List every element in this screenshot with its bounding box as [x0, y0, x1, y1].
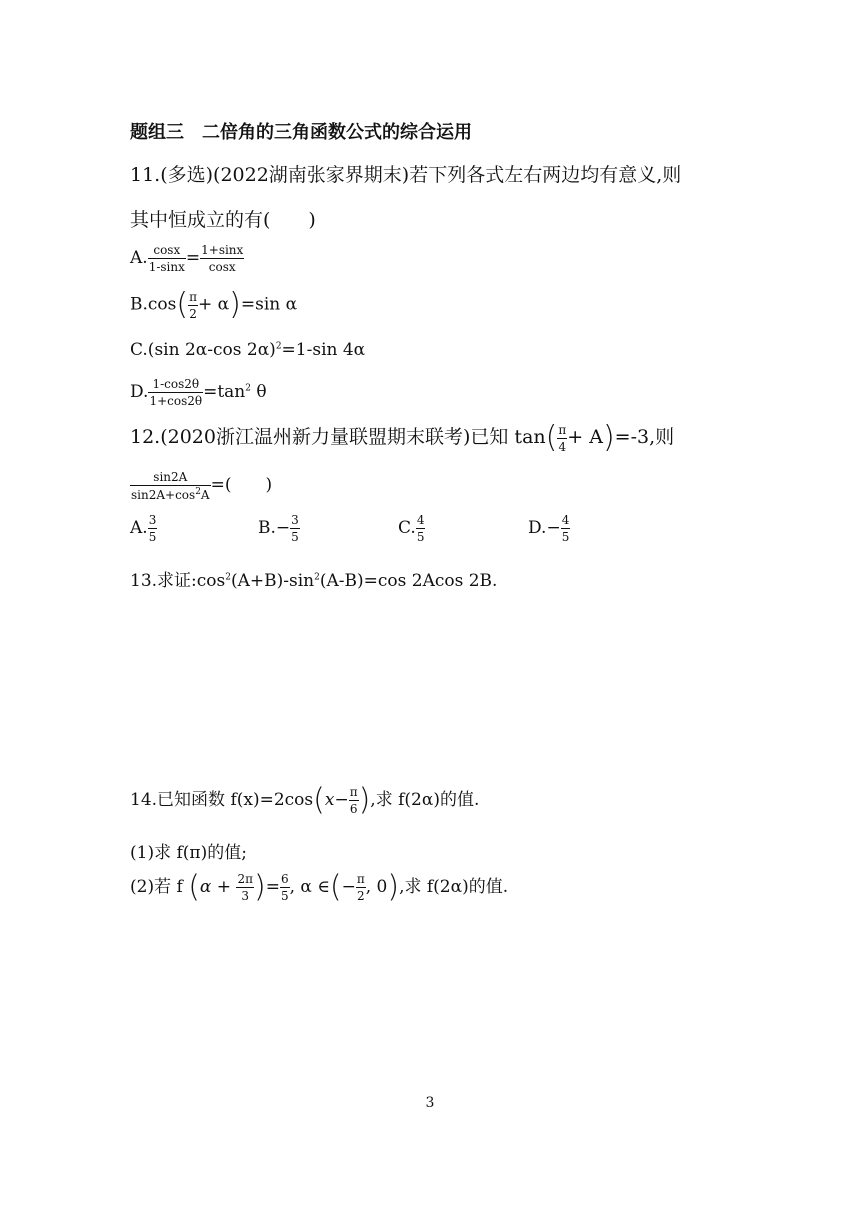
- fraction: $\frac{\cos x}{1-\sin x}$: [148, 243, 185, 274]
- q14-part2: (2)若 f (α + $\frac{2\pi}{3}$ )= $\frac{6}{5}$ , α ∈(− $\frac{\pi}{2}$ , 0),求 f(2α)的值.: [130, 869, 509, 905]
- q11-option-b: B.cos( $\frac{\pi}{2}$ + α)=sin α: [130, 287, 298, 322]
- fraction: $\frac{1-\cos 2\theta}{1+\cos 2\theta}$: [149, 377, 203, 408]
- q11-option-a: A. $\frac{\cos x}{1-\sin x}$ = $\frac{1+\sin x}{\cos x}$: [130, 243, 244, 274]
- q12-line2: $\frac{\sin 2A}{\sin 2A+\cos^2A}$ =( ): [131, 469, 273, 502]
- q12-options: [130, 514, 730, 554]
- fraction: $\frac{\pi}{2}$: [189, 289, 197, 321]
- fraction: $\frac{\pi}{4}$: [558, 422, 567, 454]
- q11-option-d: D. $\frac{1-\cos 2\theta}{1+\cos 2\theta}$ $=\tan^2$ θ: [130, 377, 267, 408]
- fraction: $\frac{1+\sin x}{\cos x}$: [201, 243, 244, 274]
- q12-option-a: A. $\frac{3}{5}$: [130, 513, 157, 544]
- section-title: 题组三 二倍角的三角函数公式的综合运用: [130, 122, 472, 143]
- q11-line2: 其中恒成立的有( ): [130, 209, 316, 231]
- q12-option-b: B.− $\frac{3}{5}$: [258, 513, 299, 544]
- q13-statement: 13.求证$:\cos^2(A+B)-\sin^2(A-B)=\cos$ 2Acos 2B.: [130, 571, 498, 591]
- q14-statement: 14.已知函数 f(x)=2cos(x− $\frac{\pi}{6}$ ),求 f(2α)的值.: [130, 782, 480, 818]
- fraction: $\frac{2\pi}{3}$: [237, 872, 253, 903]
- q12-option-c: C. $\frac{4}{5}$: [398, 513, 425, 544]
- fraction: $\frac{\pi}{6}$: [349, 785, 358, 816]
- fraction: $\frac{6}{5}$: [280, 872, 289, 903]
- q12-line1: 12.(2020浙江温州新力量联盟期末联考)已知 tan( $\frac{\pi}{4}$ + A)=-3,则: [130, 420, 675, 455]
- fraction: $\frac{\pi}{2}$: [356, 872, 365, 903]
- q11-option-c: C.(sin 2α-cos 2α)$^2$=1-sin 4α: [130, 340, 366, 360]
- page-number: 3: [425, 1095, 435, 1111]
- q14-part1: (1)求 f(π)的值;: [130, 843, 247, 863]
- q12-option-d: D.− $\frac{4}{5}$: [528, 513, 570, 544]
- fraction: $\frac{\sin 2A}{\sin 2A+\cos^2A}$: [131, 469, 210, 502]
- q11-line1: 11.(多选)(2022湖南张家界期末)若下列各式左右两边均有意义,则: [130, 164, 682, 186]
